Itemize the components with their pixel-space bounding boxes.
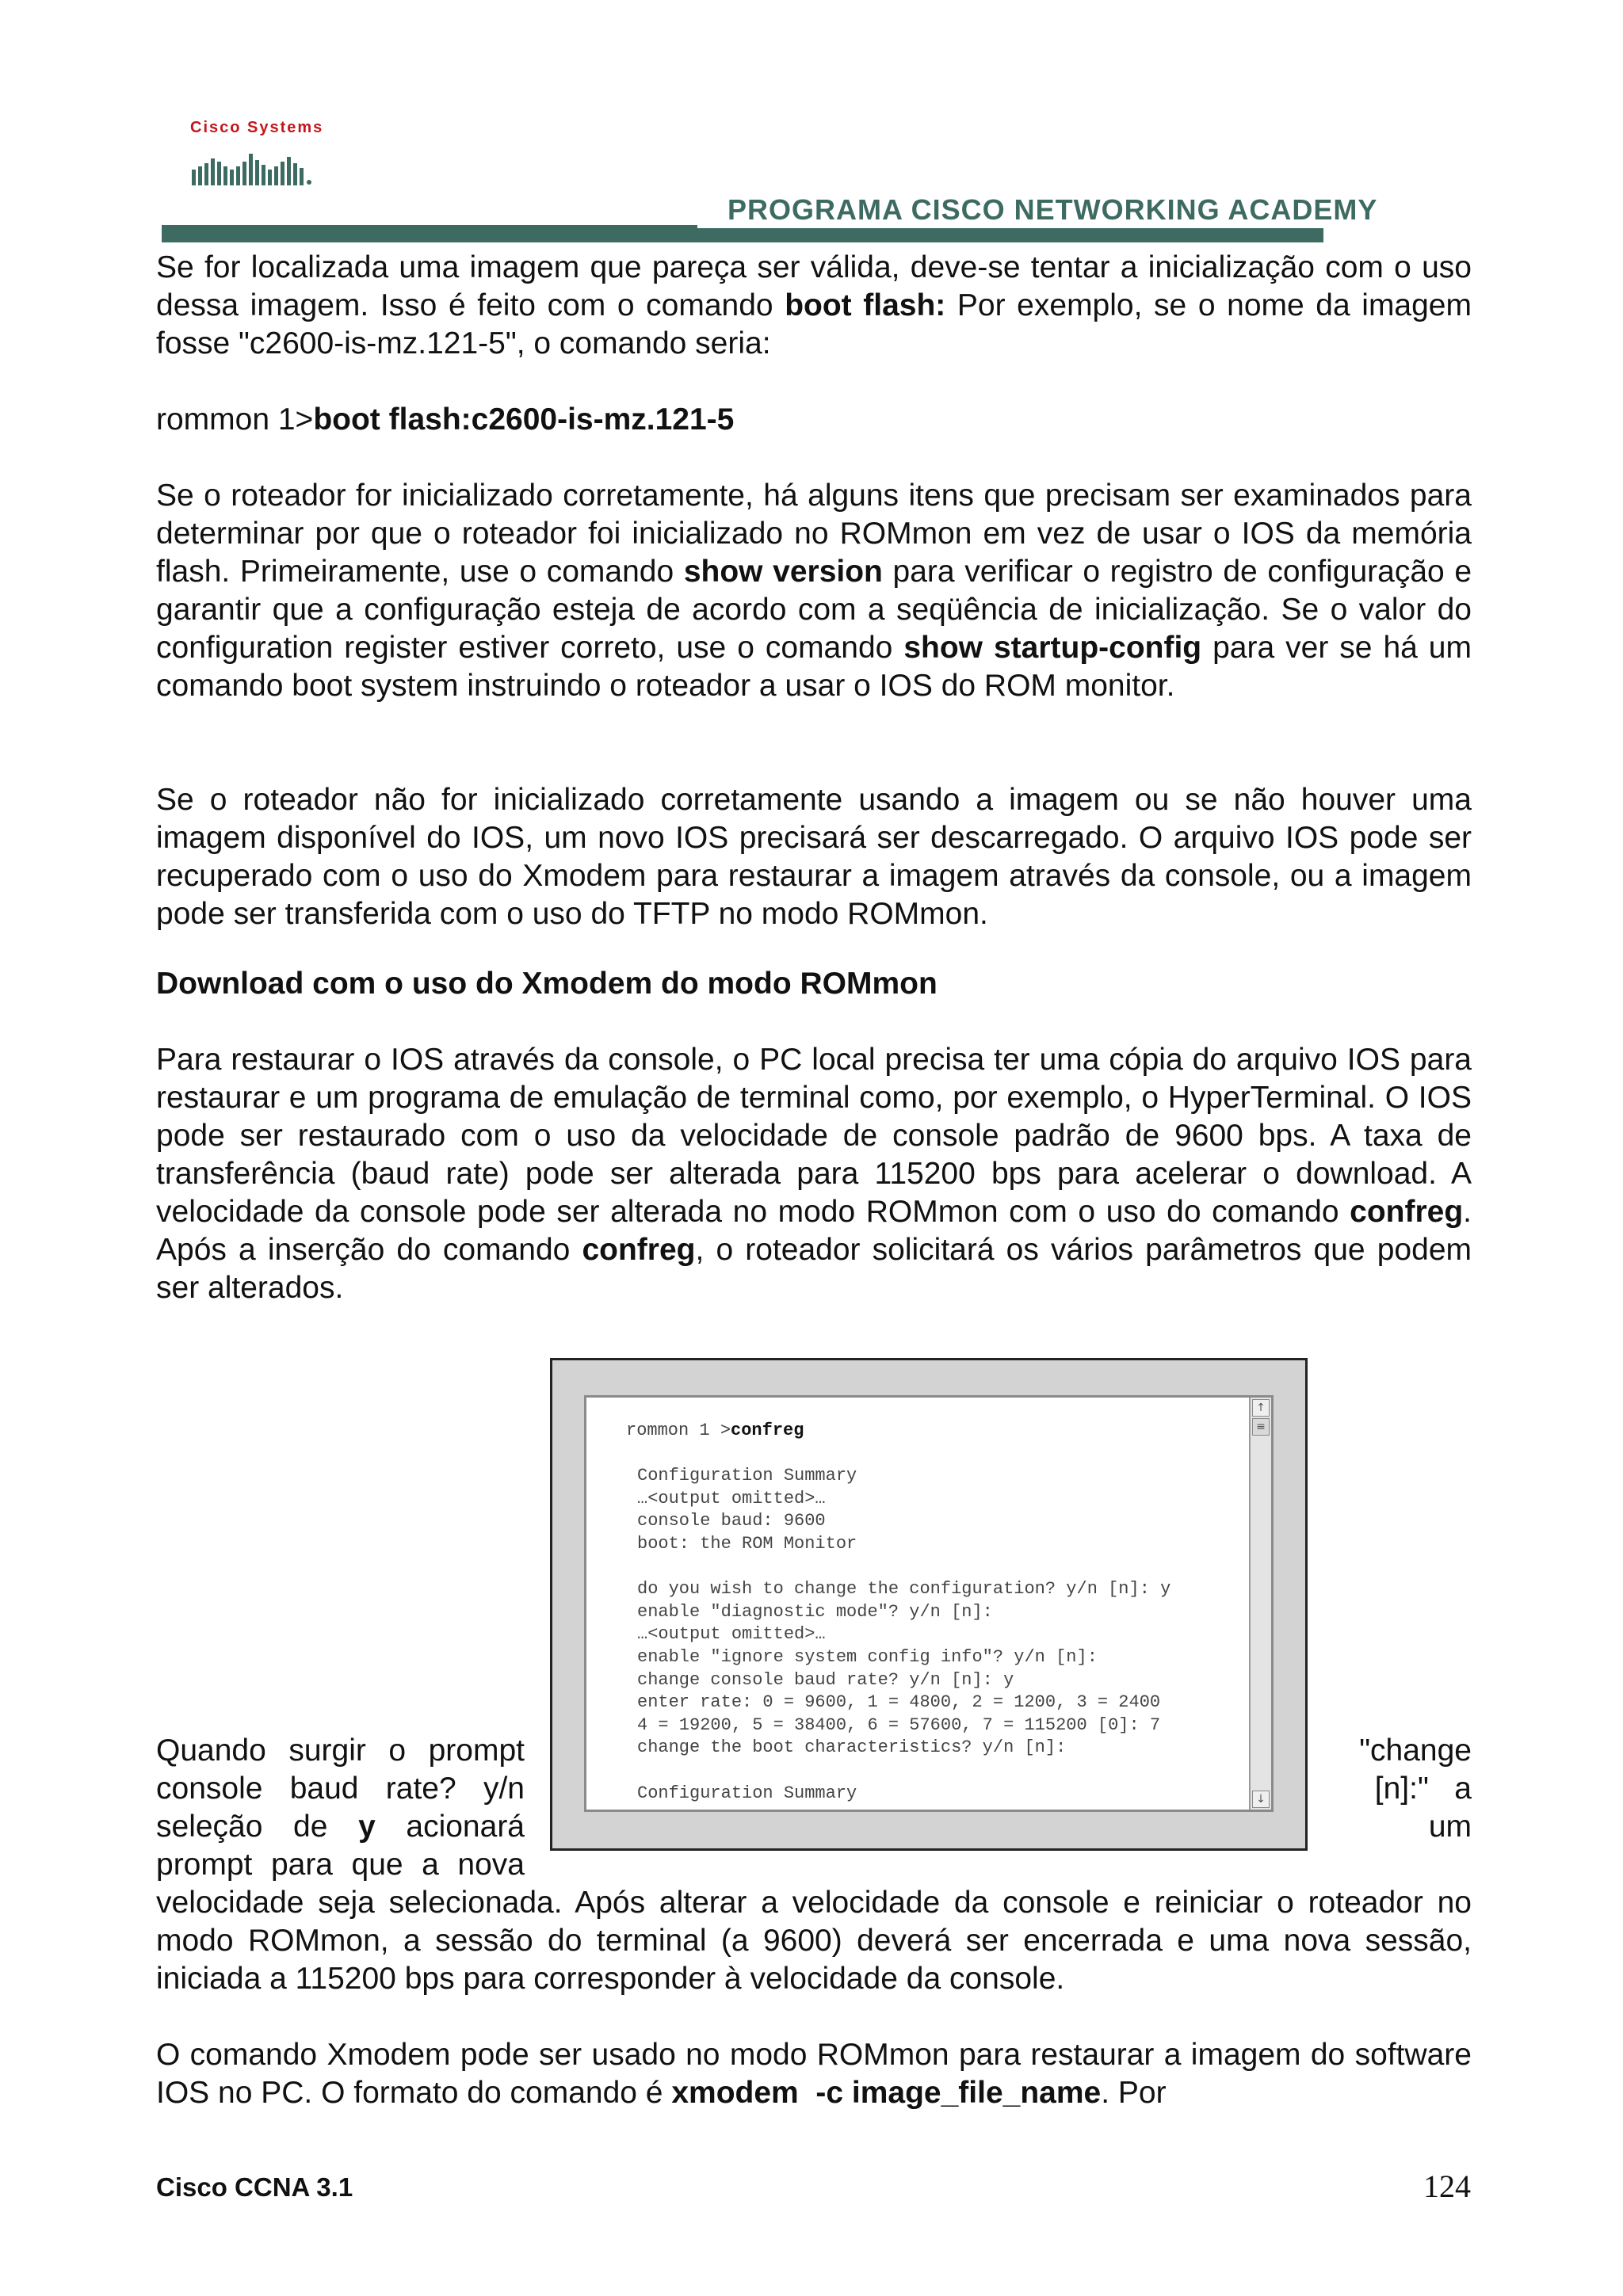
terminal-line: 4 = 19200, 5 = 38400, 6 = 57600, 7 = 115200 [0]: 7	[637, 1714, 1161, 1735]
footer-course: Cisco CCNA 3.1	[156, 2172, 353, 2202]
p4-text-d: , o roteador solicitará os vários parâmetros que podem ser alterados.	[156, 1233, 1472, 1305]
header-title: PROGRAMA CISCO NETWORKING ACADEMY	[727, 193, 1378, 226]
p2-text-a: Se o roteador for inicializado corretamente, há alguns itens que precisam ser examinados para determinar por que o roteador foi inicializado no ROMmon em vez de usar o IOS da memória flash. Primeiramente, use o comando	[156, 479, 1472, 589]
terminal-line: enable "ignore system config info"? y/n [n]:	[637, 1646, 1098, 1667]
terminal-line: do you wish to change the configuration? y/n [n]: y	[637, 1579, 1171, 1600]
cisco-bridge-icon	[190, 143, 325, 187]
cmd-prompt: rommon 1>	[156, 402, 314, 437]
paragraph-5-right	[1328, 1732, 1472, 1846]
p4-text-a: Para restaurar o IOS através da console, o PC local precisa ter uma cópia do arquivo IOS para restaurar e um programa de emulação de terminal como, por exemplo, o HyperTerminal. O IOS pode ser restaurado com o uso da velocidade de console padrão de 9600 bps. A taxa de transferência (baud rate) pode ser alterada para 115200 bps para acelerar o download. A velocidade da console pode ser alterada no modo ROMmon com o uso do comando	[156, 1043, 1472, 1229]
terminal-line-blank	[637, 1760, 1170, 1783]
p1-bold-boot-flash: boot flash:	[785, 288, 946, 322]
p5-left-line: Quando surgir o prompt	[156, 1733, 525, 1768]
p5-right-line: "change	[1359, 1733, 1472, 1768]
p5-left-line: seleção de	[156, 1810, 359, 1844]
terminal-scrollbar[interactable]	[1249, 1398, 1271, 1810]
p4-bold-confreg-1: confreg	[1350, 1195, 1464, 1229]
p2-bold-show-version: show version	[683, 555, 883, 589]
p5-right-line: [n]:" a	[1374, 1772, 1472, 1806]
p6-text-c: . Por	[1101, 2076, 1167, 2110]
p1-text-a: Se for localizada uma imagem que pareça ser válida, deve-se tentar a inicialização com o uso dessa imagem. Isso é feito com o comando	[156, 250, 1472, 322]
terminal-output	[626, 1420, 1170, 1805]
p6-text-a: O comando Xmodem pode ser usado no modo ROMmon para restaurar a imagem do software IOS no PC. O formato do comando é	[156, 2038, 1472, 2110]
paragraph-2	[156, 477, 1472, 705]
terminal-lines	[626, 1465, 1170, 1805]
paragraph-5-rest: velocidade seja selecionada. Após alterar a velocidade da console e reiniciar o roteador no modo ROMmon, a sessão do terminal (a 9600) deverá ser encerrada e uma nova sessão, iniciada a 115200 bps para corresponder à velocidade da console.	[156, 1886, 1472, 1996]
section-heading: Download com o uso do Xmodem do modo ROMmon	[156, 967, 938, 1001]
p5-after-y: acionará	[375, 1810, 525, 1844]
p2-bold-show-startup-config: show startup-config	[903, 631, 1202, 665]
terminal-line: Configuration Summary	[637, 1783, 857, 1803]
page-number: 124	[1423, 2168, 1471, 2204]
scroll-up-icon[interactable]: ↑	[1252, 1399, 1270, 1417]
cmd-command: boot flash:c2600-is-mz.121-5	[313, 402, 735, 437]
p5-left-line: console baud rate? y/n	[156, 1772, 525, 1806]
p4-bold-confreg-2: confreg	[582, 1233, 696, 1267]
brand-name: Cisco Systems	[190, 119, 324, 136]
paragraph-4	[156, 1041, 1472, 1307]
terminal-window	[584, 1395, 1274, 1812]
scroll-thumb[interactable]: ≡	[1252, 1418, 1270, 1436]
p5-bold-y: y	[358, 1810, 376, 1844]
terminal-figure	[550, 1358, 1308, 1851]
p5-right-line: um	[1428, 1810, 1472, 1844]
p5-left-line: prompt para que a nova	[156, 1848, 525, 1882]
terminal-line: Configuration Summary	[637, 1466, 857, 1486]
terminal-command: confreg	[731, 1421, 804, 1440]
terminal-line: console baud: 9600	[637, 1511, 826, 1531]
paragraph-5-left	[156, 1732, 525, 1884]
terminal-line-blank	[637, 1556, 1170, 1579]
cisco-logo	[190, 119, 325, 190]
terminal-prompt: rommon 1 >	[626, 1421, 731, 1440]
command-example	[156, 401, 734, 439]
terminal-line: change console baud rate? y/n [n]: y	[637, 1669, 1014, 1690]
terminal-line: boot: the ROM Monitor	[637, 1533, 857, 1554]
paragraph-3: Se o roteador não for inicializado corretamente usando a imagem ou se não houver uma imagem disponível do IOS, um novo IOS precisará ser descarregado. O arquivo IOS pode ser recuperado com o uso do Xmodem para restaurar a imagem através da console, ou a imagem pode ser transferida com o uso do TFTP no modo ROMmon.	[156, 783, 1472, 931]
terminal-line: …<output omitted>…	[637, 1624, 826, 1645]
p1-text-c: Por exemplo, se o nome da imagem fosse "c2600-is-mz.121-5", o comando seria:	[156, 288, 1472, 360]
terminal-line: enter rate: 0 = 9600, 1 = 4800, 2 = 1200, 3 = 2400	[637, 1692, 1161, 1713]
terminal-prompt-line	[626, 1420, 1170, 1443]
paragraph-1	[156, 249, 1472, 363]
p2-text-c: para verificar o registro de configuração e garantir que a configuração esteja de acordo com a seqüência de inicialização. Se o valor do configuration register estiver correto, use o comando	[156, 555, 1472, 665]
terminal-line: …<output omitted>…	[637, 1488, 826, 1508]
p4-text-c: . Após a inserção do comando	[156, 1195, 1472, 1267]
terminal-line: enable "diagnostic mode"? y/n [n]:	[637, 1601, 993, 1622]
p2-text-d: para ver se há um comando boot system instruindo o roteador a usar o IOS do ROM monitor.	[156, 631, 1472, 703]
p6-bold-xmodem: xmodem -c image_file_name	[671, 2076, 1102, 2110]
scroll-down-icon[interactable]: ↓	[1252, 1791, 1270, 1808]
terminal-line: change the boot characteristics? y/n [n]:	[637, 1737, 1067, 1758]
paragraph-6	[156, 2036, 1472, 2112]
